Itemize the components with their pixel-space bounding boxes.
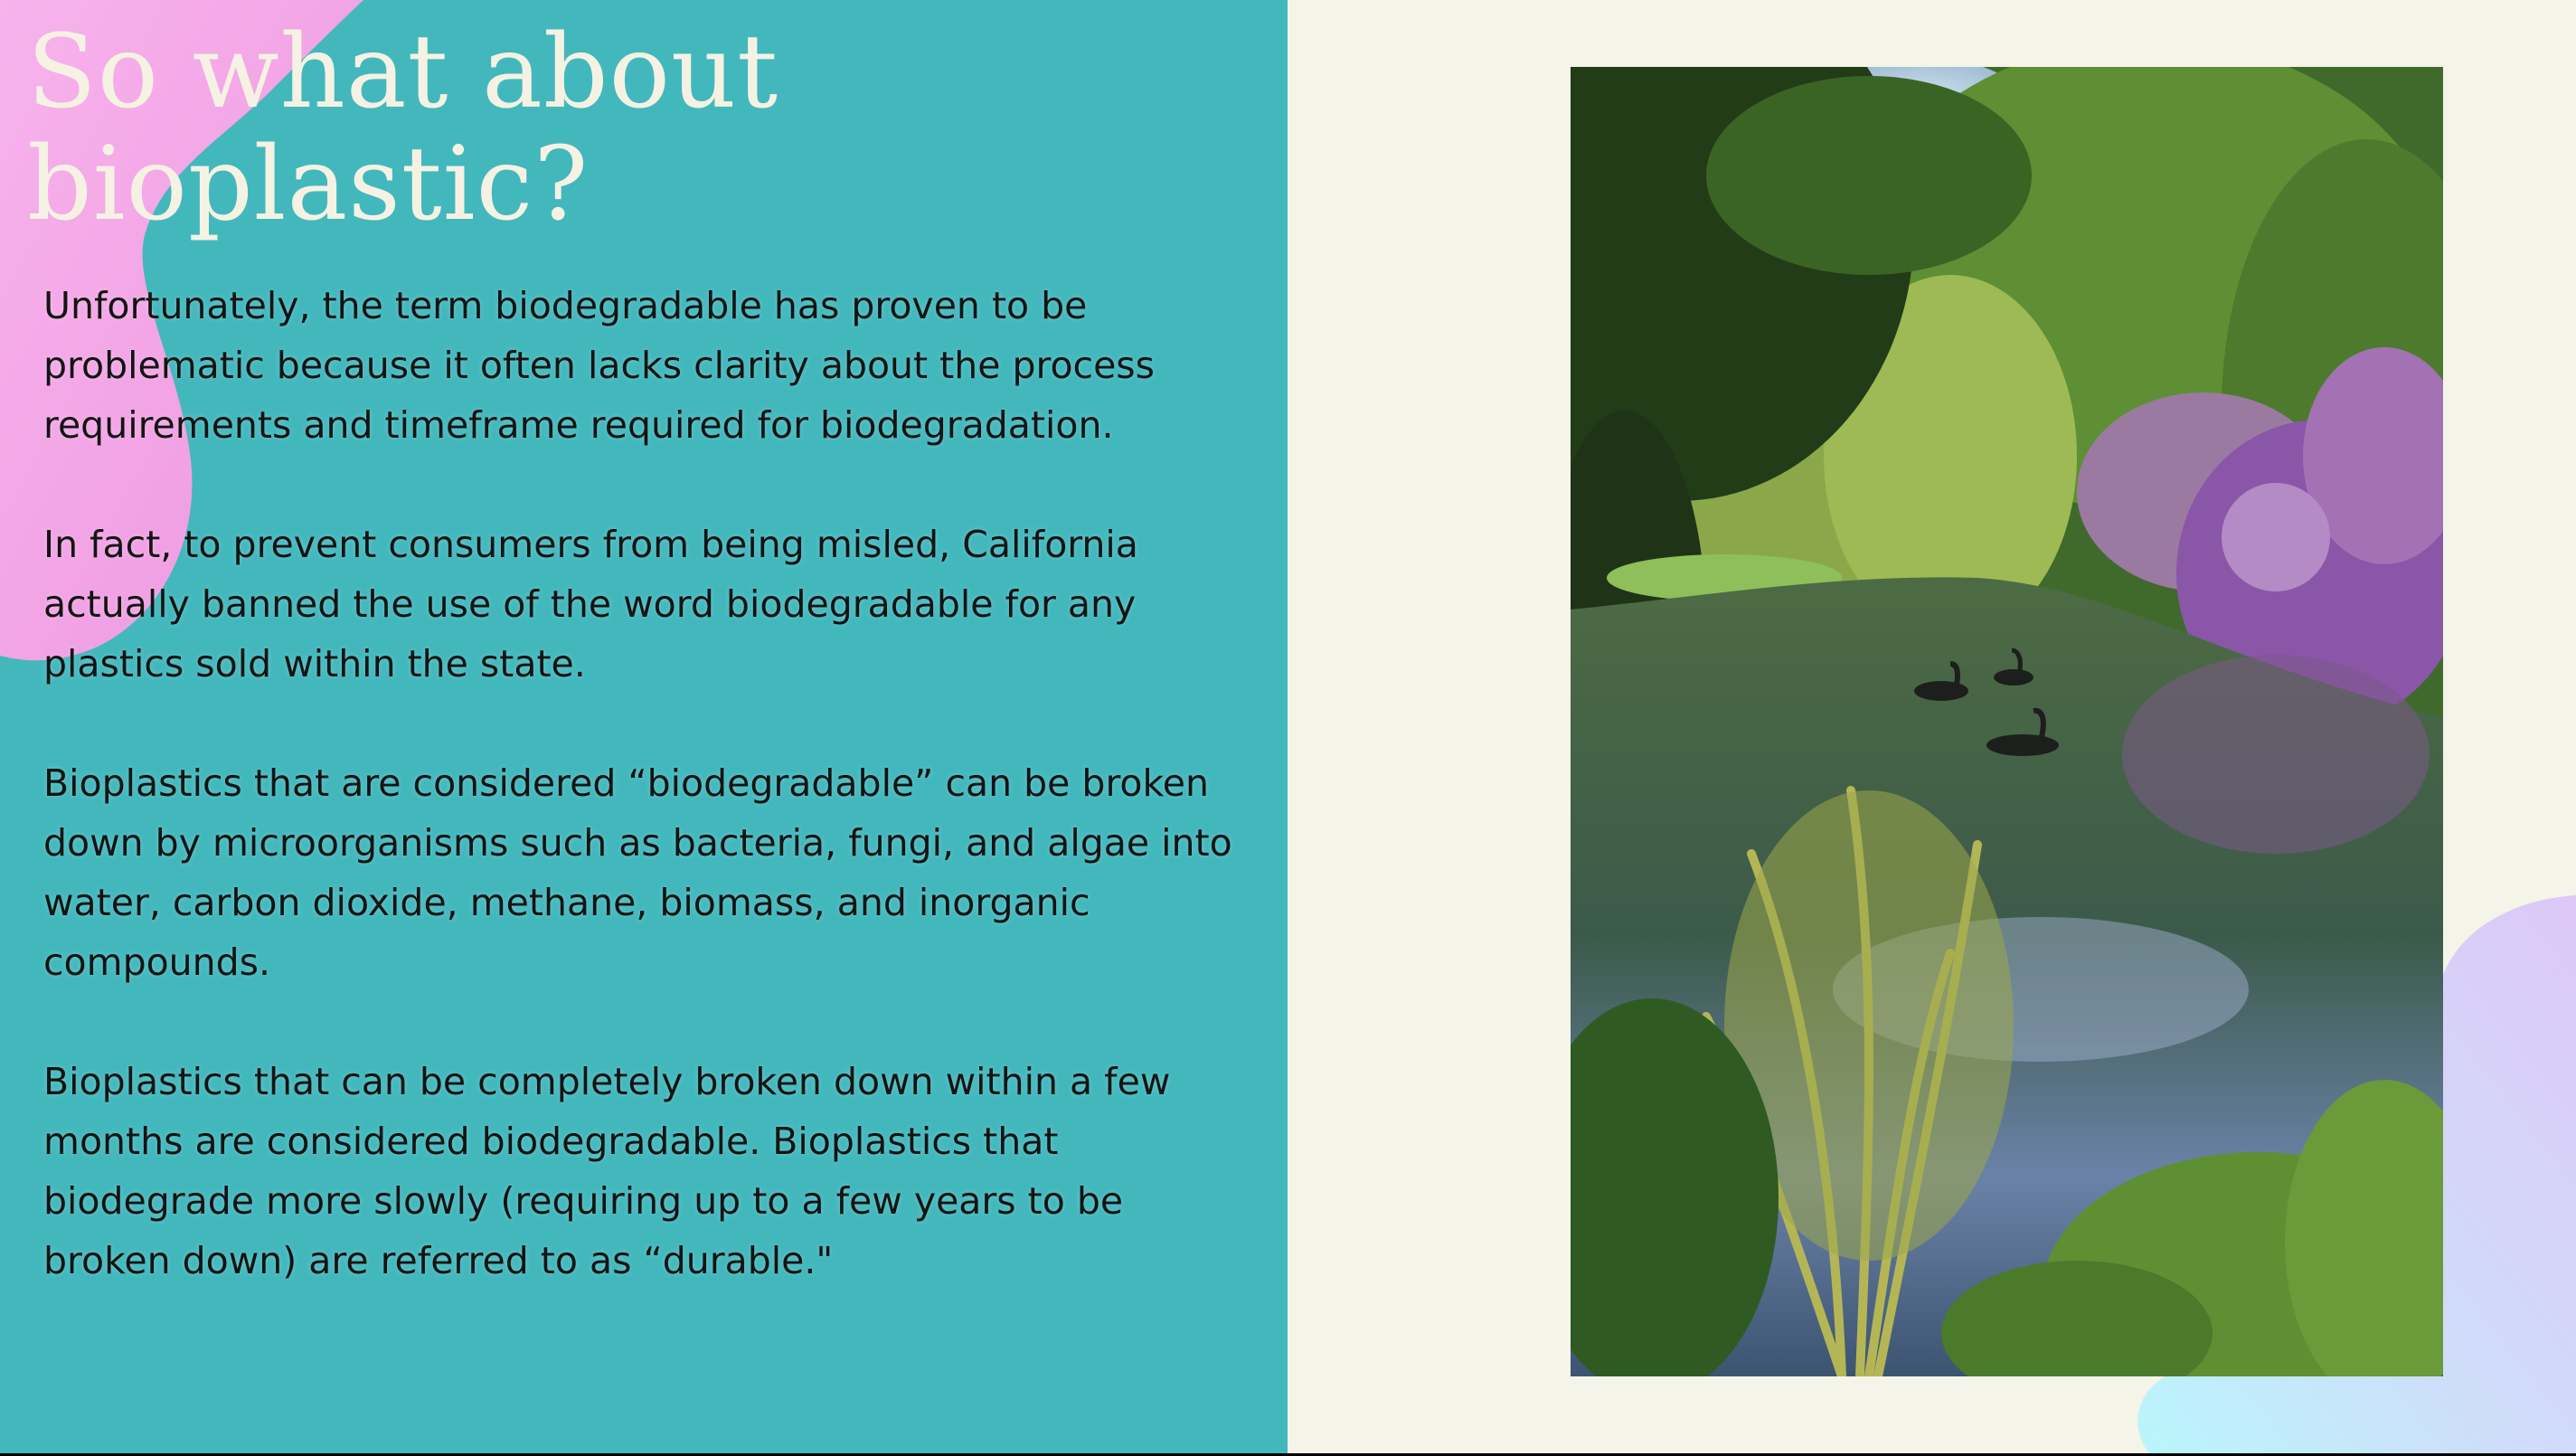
paragraph-biodegradable-term: Unfortunately, the term biodegradable has proven to be problematic because it often lacks clarity about the process requirements and timeframe required for biodegradation.: [43, 284, 1156, 447]
body-text: [43, 276, 1255, 1350]
paragraph-california-ban: In fact, to prevent consumers from being misled, California actually banned the use of the word biodegradable for any plastics sold within the state.: [43, 523, 1138, 685]
left-text-panel: [0, 0, 1288, 1453]
lake-photo: [1571, 67, 2443, 1376]
slide-title: So what about bioplastic?: [27, 14, 779, 243]
paragraph-biodegradation-process: Bioplastics that are considered “biodegradable” can be broken down by microorganisms such as bacteria, fungi, and algae into water, carbon dioxide, methane, biomass, and inorganic compounds.: [43, 761, 1232, 984]
paragraph-durable-bioplastics: Bioplastics that can be completely broken down within a few months are considered biodegradable. Bioplastics that biodegrade more slowly (requiring up to a few years to be broken down) are referred to as “durable.": [43, 1060, 1171, 1282]
lake-landscape-image: [1571, 67, 2443, 1376]
